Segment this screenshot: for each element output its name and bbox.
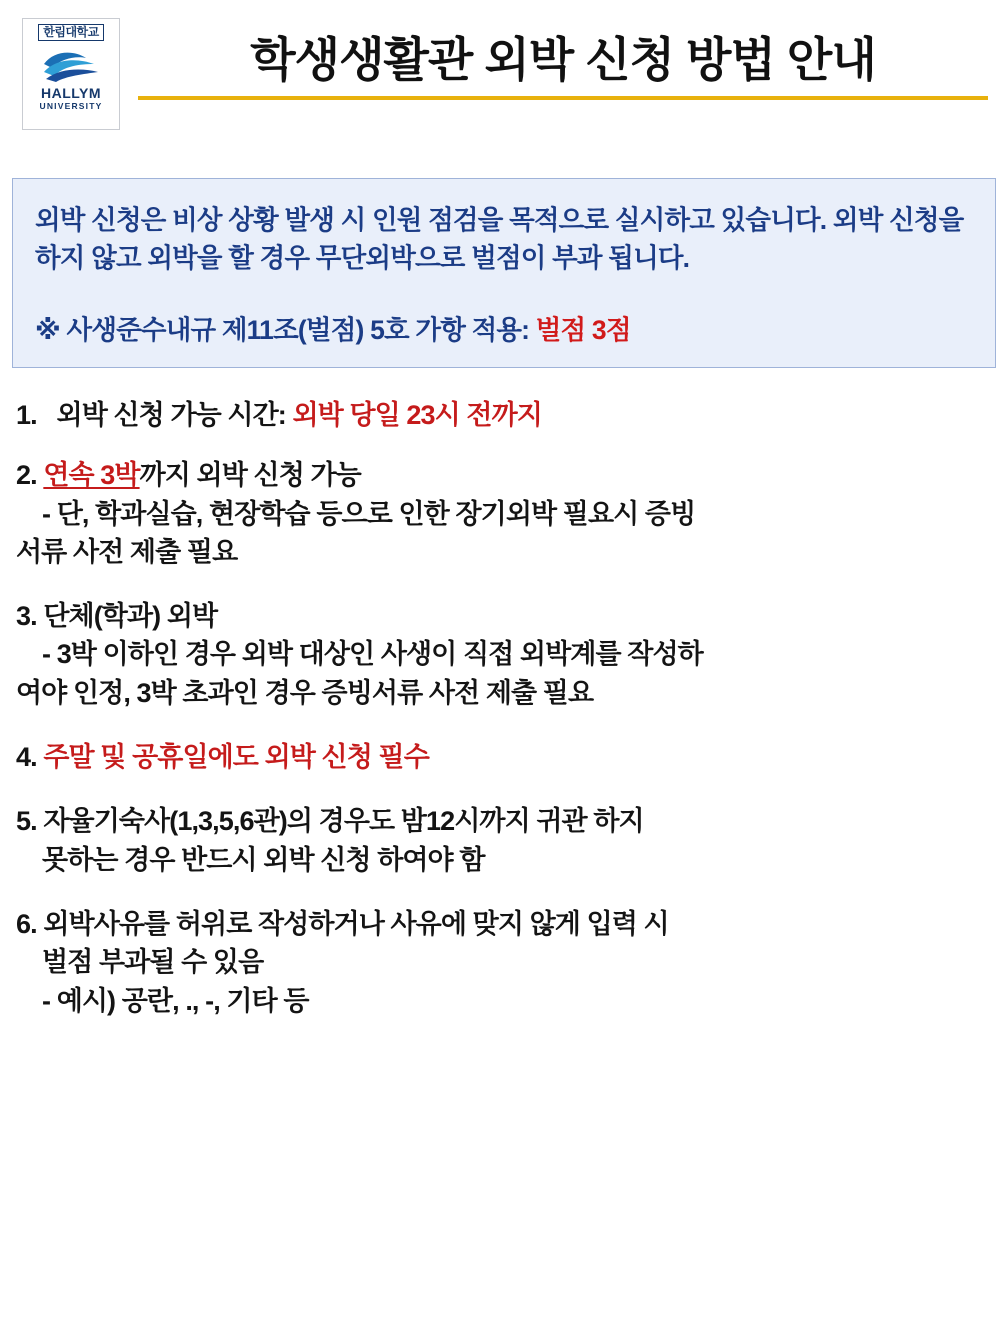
list-item [16,905,994,1020]
item-number: 4. [16,742,37,773]
item-text: 자율기숙사(1,3,5,6관)의 경우도 밤12시까지 귀관 하지 [43,806,644,837]
item-number: 6. [16,909,37,940]
list-item [16,456,994,571]
document-header [0,0,1008,130]
logo-korean-name: 한림대학교 [38,24,103,41]
item-subline-2: - 예시) 공란, ., -, 기타 등 [42,985,309,1016]
item-number: 1. [16,399,37,430]
item-text-highlight: 외박 당일 23시 전까지 [292,399,542,430]
list-item [16,597,994,712]
list-item [16,738,994,776]
item-text: 단체(학과) 외박 [43,601,218,632]
logo-english-sub: UNIVERSITY [39,101,103,112]
notice-paragraph: 외박 신청은 비상 상황 발생 시 인원 점검을 목적으로 실시하고 있습니다. 외박 신청을 하지 않고 외박을 할 경우 무단외박으로 벌점이 부과 됩니다. [35,205,964,274]
item-text-highlight: 주말 및 공휴일에도 외박 신청 필수 [43,742,429,773]
item-text: 외박 신청 가능 시간: [56,399,293,430]
item-subline-2: 여야 인정, 3박 초과인 경우 증빙서류 사전 제출 필요 [16,677,594,708]
item-text: 외박사유를 허위로 작성하거나 사유에 맞지 않게 입력 시 [43,909,669,940]
list-item [16,396,994,434]
page-title: 학생생활관 외박 신청 방법 안내 [250,33,876,86]
list-item [16,802,994,879]
title-divider [138,96,988,100]
title-block [138,18,988,100]
item-number: 5. [16,806,37,837]
item-text: 까지 외박 신청 가능 [139,460,361,491]
item-subline-2: 서류 사전 제출 필요 [16,536,238,567]
item-subline: 벌점 부과될 수 있음 [42,947,264,978]
item-subline: - 3박 이하인 경우 외박 대상인 사생이 직접 외박계를 작성하 [42,639,703,670]
notice-rule-prefix: ※ 사생준수내규 제11조(벌점) 5호 가항 적용: [35,314,536,345]
university-logo [22,18,120,130]
item-subline: - 단, 학과실습, 현장학습 등으로 인한 장기외박 필요시 증빙 [42,498,696,529]
item-subline: 못하는 경우 반드시 외박 신청 하여야 함 [42,844,485,875]
item-text-emphasis: 연속 3박 [43,460,140,491]
instruction-list [0,368,1008,1020]
logo-english-name: HALLYM [40,85,102,102]
item-number: 2. [16,460,37,491]
item-number: 3. [16,601,37,632]
notice-box [12,178,996,368]
notice-rule-penalty: 벌점 3점 [535,314,631,345]
wave-logo-icon [40,44,102,84]
notice-rule-line [35,308,973,347]
